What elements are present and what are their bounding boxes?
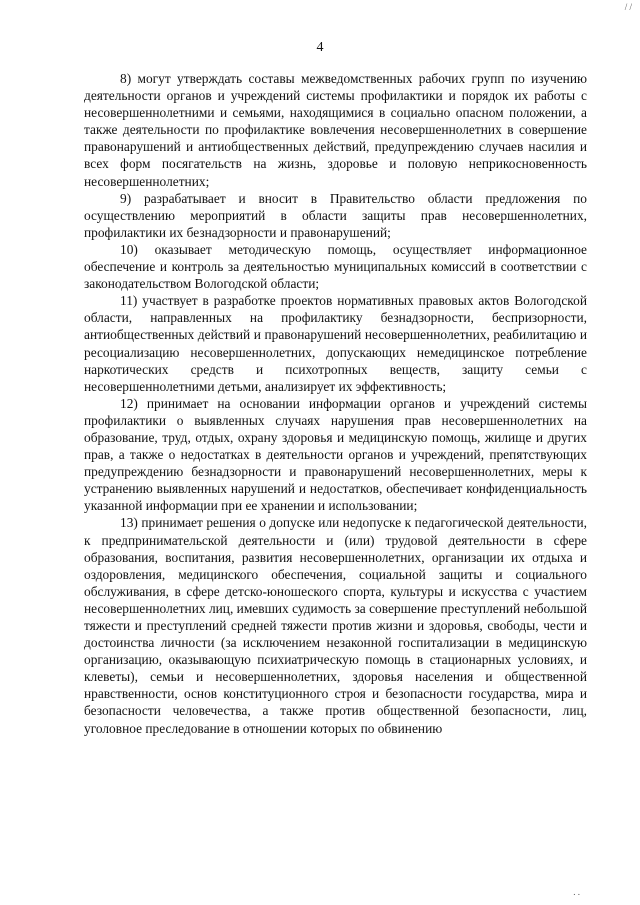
- paragraph-item-8: 8) могут утверждать составы межведомственных рабочих групп по изучению деятельности органов и учреждений системы профилактики и порядок их работы с несовершеннолетними и семьями, находящимися в социально опасном положении, а также деятельности по профилактике вовлечения несовершеннолетних в совершение правонарушений и антиобщественных действий, предупреждению случаев насилия и всех форм посягательств на жизнь, здоровье и половую неприкосновенность несовершеннолетних;: [84, 71, 587, 189]
- page-number: 4: [316, 40, 324, 55]
- scan-artifact-mark: / /: [624, 2, 632, 12]
- paragraph-item-13: 13) принимает решения о допуске или недопуске к педагогической деятельности, к предпринимательской деятельности и (или) трудовой деятельности в сфере образования, воспитания, развития несовершеннолетних, организации их отдыха и оздоровления, медицинского обеспечения, социальной защиты и социального обслуживания, в сфере детско-юношеского спорта, культуры и искусства с участием несовершеннолетних лиц, имевших судимость за совершение преступлений небольшой тяжести и преступлений средней тяжести против жизни и здоровья, свободы, чести и достоинства личности (за исключением незаконной госпитализации в медицинскую организацию, оказывающую психиатрическую помощь в стационарных условиях, и клеветы), семьи и несовершеннолетних, здоровья населения и общественной нравственности, основ конституционного строя и безопасности государства, мира и безопасности человечества, а также против общественной безопасности, лиц, уголовное преследование в отношении которых по обвинению: [84, 515, 587, 736]
- paragraph-item-11: 11) участвует в разработке проектов нормативных правовых актов Вологодской области, направленных на профилактику безнадзорности, беспризорности, антиобщественных действий и правонарушений несовершеннолетних, реабилитацию и ресоциализацию несовершеннолетних, допускающих немедицинское потребление наркотических средств и психотропных веществ, защиту семьи с несовершеннолетними детьми, анализирует их эффективность;: [84, 293, 587, 394]
- document-body: [84, 70, 587, 737]
- paragraph-item-12: 12) принимает на основании информации органов и учреждений системы профилактики о выявленных случаях нарушения прав несовершеннолетних на образование, труд, отдых, охрану здоровья и медицинскую помощь, жилище и других прав, а также о недостатках в деятельности органов и учреждений, препятствующих предупреждению безнадзорности и правонарушений несовершеннолетних, меры к устранению выявленных нарушений и недостатков, обеспечивает конфиденциальность указанной информации при ее хранении и использовании;: [84, 395, 587, 514]
- scan-artifact-dots: . .: [573, 887, 580, 897]
- paragraph-item-9: 9) разрабатывает и вносит в Правительство области предложения по осуществлению мероприятий в области защиты прав несовершеннолетних, профилактики их безнадзорности и правонарушений;: [84, 190, 587, 240]
- paragraph-item-10: 10) оказывает методическую помощь, осуществляет информационное обеспечение и контроль за деятельностью муниципальных комиссий в соответствии с законодательством Вологодской области;: [84, 241, 587, 292]
